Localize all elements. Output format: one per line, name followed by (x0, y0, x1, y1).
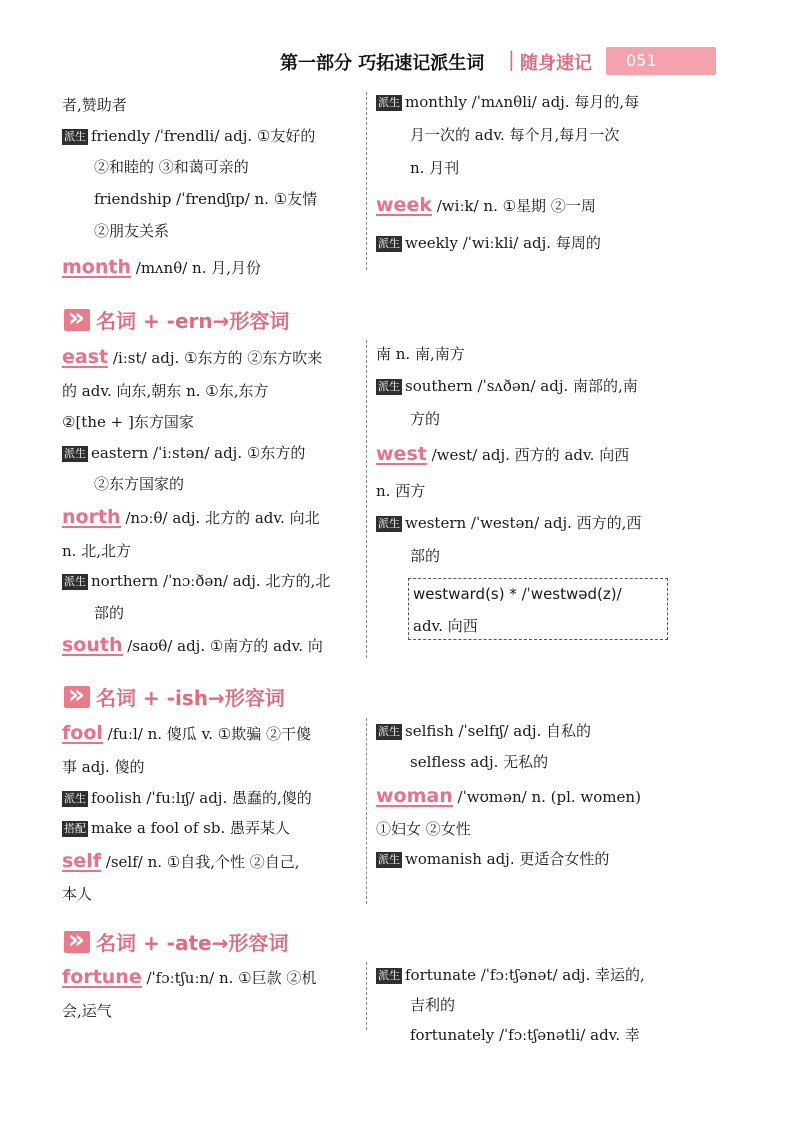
entry-line: selfless adj. 无私的 (410, 753, 549, 771)
headword-entry: woman /ˈwʊmən/ n. (pl. women) (376, 785, 641, 807)
column-divider (366, 718, 367, 904)
entry-line: 本人 (62, 885, 93, 903)
headword: woman (376, 785, 453, 807)
entry-line: n. 月刊 (410, 159, 460, 177)
entry-line: n. 西方 (376, 482, 426, 500)
entry-line: 派生 selfish /ˈselfɪʃ/ adj. 自私的 (378, 722, 592, 740)
entry-line: 派生 fortunate /ˈfɔːtʃənət/ adj. 幸运的, (378, 966, 645, 984)
headword: east (62, 346, 109, 368)
headword: south (62, 634, 123, 656)
entry-line: ①妇女 ②女性 (376, 820, 471, 838)
header-subtitle: 随身速记 (520, 53, 592, 74)
headword-entry: east /iːst/ adj. ①东方的 ②东方吹来 (62, 346, 323, 368)
derivative-tag: 派生 (64, 447, 86, 460)
derivative-tag: 派生 (64, 792, 86, 805)
column-divider (366, 92, 367, 270)
entry-line: ②东方国家的 (94, 475, 185, 493)
derivative-tag: 派生 (378, 96, 400, 109)
headword: fool (62, 722, 103, 744)
headword-entry: month /mʌnθ/ n. 月,月份 (62, 256, 262, 278)
headword-entry: self /self/ n. ①自我,个性 ②自己, (62, 850, 300, 872)
box-line: westward(s) * /ˈwestwəd(z)/ (413, 585, 622, 603)
entry-line: 南 n. 南,南方 (376, 345, 465, 363)
entry-line: fortunately /ˈfɔːtʃənətli/ adv. 幸 (410, 1026, 640, 1044)
headword-entry: south /saʊθ/ adj. ①南方的 adv. 向 (62, 634, 323, 656)
entry-line: 的 adv. 向东,朝东 n. ①东,东方 (62, 382, 269, 400)
entry-line: 派生 southern /ˈsʌðən/ adj. 南部的,南 (378, 377, 638, 395)
headword: north (62, 506, 121, 528)
entry-line: 部的 (410, 547, 441, 565)
entry-line: 派生 friendly /ˈfrendli/ adj. ①友好的 (64, 127, 316, 145)
section-heading: »名词 + -ish→形容词 (64, 682, 285, 711)
headword: west (376, 443, 427, 465)
entry-line: 派生 foolish /ˈfuːlɪʃ/ adj. 愚蠢的,傻的 (64, 789, 312, 807)
headword-entry: fool /fuːl/ n. 傻瓜 v. ①欺骗 ②干傻 (62, 722, 312, 744)
page-number: 051 (606, 47, 716, 75)
derivative-tag: 派生 (64, 575, 86, 588)
column-divider (366, 962, 367, 1030)
entry-line: 会,运气 (62, 1002, 112, 1020)
derivative-tag: 派生 (378, 969, 400, 982)
headword: self (62, 850, 101, 872)
entry-line: 者,赞助者 (62, 96, 127, 114)
entry-line: ②朋友关系 (94, 222, 170, 240)
entry-line: 派生 monthly /ˈmʌnθli/ adj. 每月的,每 (378, 93, 640, 111)
entry-line: 派生 northern /ˈnɔːðən/ adj. 北方的,北 (64, 572, 331, 590)
double-chevron-icon (64, 309, 90, 331)
header-separator: | (508, 47, 515, 71)
entry-line: friendship /ˈfrendʃɪp/ n. ①友情 (94, 190, 318, 208)
entry-line: 事 adj. 傻的 (62, 758, 145, 776)
derivative-tag: 派生 (378, 517, 400, 530)
entry-line: 派生 eastern /ˈiːstən/ adj. ①东方的 (64, 444, 306, 462)
derivative-tag: 派生 (378, 853, 400, 866)
entry-line: 部的 (94, 604, 125, 622)
double-chevron-icon (64, 686, 90, 708)
entry-line: 搭配 make a fool of sb. 愚弄某人 (64, 819, 290, 837)
headword-entry: week /wiːk/ n. ①星期 ②一周 (376, 194, 596, 216)
entry-line: 月一次的 adv. 每个月,每月一次 (410, 126, 620, 144)
entry-line: 吉利的 (410, 996, 456, 1014)
entry-line: 派生 womanish adj. 更适合女性的 (378, 850, 610, 868)
entry-line: ②和睦的 ③和蔼可亲的 (94, 158, 249, 176)
headword: month (62, 256, 131, 278)
derivative-tag: 派生 (64, 130, 86, 143)
headword-entry: north /nɔːθ/ adj. 北方的 adv. 向北 (62, 506, 320, 528)
entry-line: 派生 weekly /ˈwiːkli/ adj. 每周的 (378, 234, 601, 252)
entry-line: 派生 western /ˈwestən/ adj. 西方的,西 (378, 514, 642, 532)
headword-entry: fortune /ˈfɔːtʃuːn/ n. ①巨款 ②机 (62, 966, 317, 988)
related-word-box (408, 578, 668, 640)
derivative-tag: 派生 (378, 237, 400, 250)
entry-line: 方的 (410, 410, 441, 428)
column-divider (366, 340, 367, 658)
double-chevron-icon (64, 931, 90, 953)
section-heading: »名词 + -ate→形容词 (64, 927, 288, 956)
headword: fortune (62, 966, 142, 988)
headword-entry: west /west/ adj. 西方的 adv. 向西 (376, 443, 630, 465)
headword: week (376, 194, 432, 216)
page-title: 第一部分 巧拓速记派生词 (280, 53, 485, 74)
box-line: adv. 向西 (413, 617, 478, 635)
derivative-tag: 派生 (378, 725, 400, 738)
derivative-tag: 派生 (378, 380, 400, 393)
entry-line: ②[the + ]东方国家 (62, 413, 194, 431)
entry-line: n. 北,北方 (62, 542, 131, 560)
collocation-tag: 搭配 (64, 822, 86, 835)
section-heading: »名词 + -ern→形容词 (64, 305, 289, 334)
